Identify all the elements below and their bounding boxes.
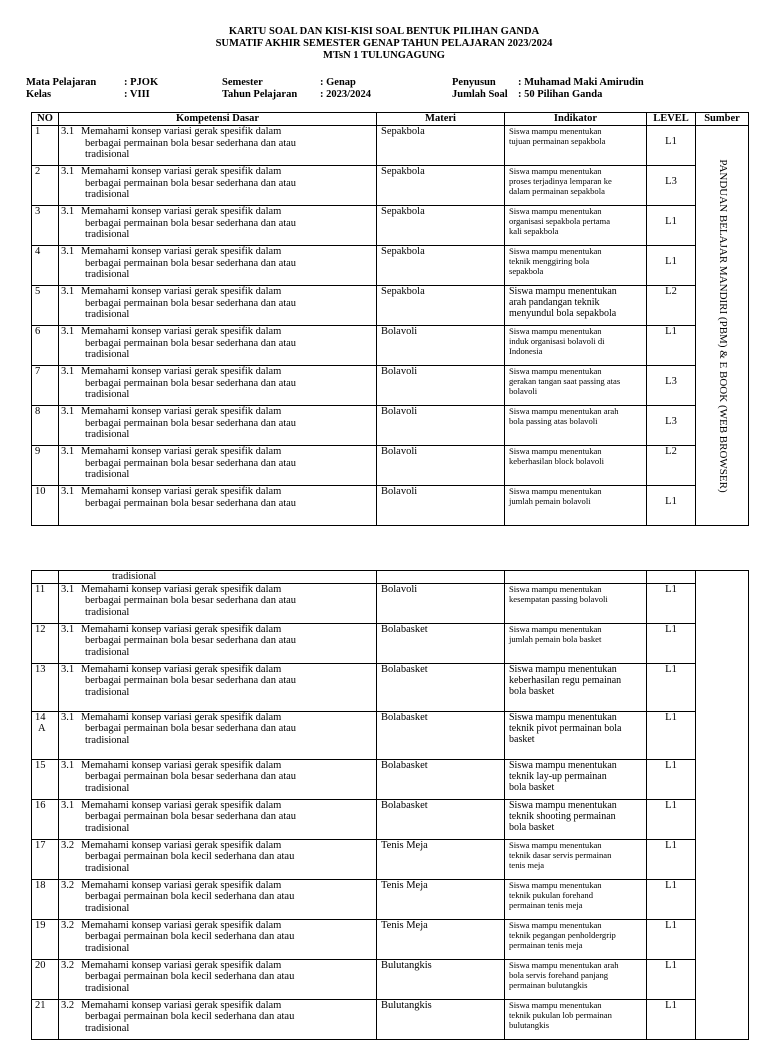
indikator-line: Siswa mampu menentukan: [509, 663, 617, 675]
indikator-line: organisasi sepakbola pertama: [509, 216, 611, 226]
level-value: L2: [665, 286, 677, 297]
indikator-cell: [505, 623, 647, 663]
indikator-line: Siswa mampu menentukan: [509, 583, 602, 594]
materi-cell: Bulutangkis: [377, 999, 505, 1039]
kd-text-line3: tradisional: [85, 606, 130, 618]
row-number: 14: [35, 711, 46, 723]
kd-text-line2: berbagai permainan bola besar sederhana dan atau: [85, 377, 297, 389]
kd-text-line2: berbagai permainan bola besar sederhana dan atau: [85, 771, 297, 782]
materi-cell: Sepakbola: [377, 206, 505, 246]
kd-text-line2: berbagai permainan bola besar sederhana dan atau: [85, 337, 297, 349]
header-indikator: Indikator: [505, 113, 647, 126]
kd-code: 3.1: [61, 286, 75, 297]
materi-cell: Tenis Meja: [377, 839, 505, 879]
indikator-cell: [505, 406, 647, 446]
indikator-line: Siswa mampu menentukan: [509, 919, 602, 930]
kd-code: 3.2: [61, 959, 75, 971]
indikator-line: kesempatan passing bolavoli: [509, 593, 608, 604]
table-row: [32, 166, 749, 206]
table-row: [32, 879, 749, 919]
indikator-line: Siswa mampu menentukan: [509, 799, 617, 811]
kompetensi-dasar-cell: [59, 406, 377, 446]
indikator-cell: [505, 246, 647, 286]
indikator-line: bola basket: [509, 821, 555, 833]
indikator-line: bolavoli: [509, 386, 538, 396]
row-number: 3: [35, 206, 41, 217]
kd-code: 3.1: [61, 326, 75, 337]
indikator-line: basket: [509, 733, 535, 745]
kd-text-line3: tradisional: [85, 469, 130, 480]
kd-text-line2: berbagai permainan bola besar sederhana dan atau: [85, 257, 297, 269]
kd-text-line2: berbagai permainan bola besar sederhana dan atau: [85, 811, 297, 822]
kompetensi-dasar-cell: [59, 326, 377, 366]
indikator-cell: [505, 879, 647, 919]
kd-text-line1: Memahami konsep variasi gerak spesifik dalam: [81, 799, 282, 811]
table-row: [32, 759, 749, 799]
table-row: [32, 446, 749, 486]
table-row-continuation: [32, 571, 749, 584]
materi-cell: Sepakbola: [377, 286, 505, 326]
kd-text-line2: berbagai permainan bola besar sederhana dan atau: [85, 417, 297, 429]
kd-text-line3: tradisional: [85, 229, 130, 240]
kompetensi-dasar-cell: [59, 799, 377, 839]
row-number: 1: [35, 126, 41, 137]
row-number-suffix: A: [38, 723, 46, 734]
kd-text-line1: Memahami konsep variasi gerak spesifik dalam: [81, 206, 282, 217]
indikator-line: dalam permainan sepakbola: [509, 186, 605, 196]
materi-cell: Bolavoli: [377, 486, 505, 526]
kd-text-line3: tradisional: [85, 349, 130, 360]
table-row: [32, 839, 749, 879]
kompetensi-dasar-cell: [59, 446, 377, 486]
kd-text-line1: Memahami konsep variasi gerak spesifik dalam: [81, 999, 282, 1011]
kd-text-line1: Memahami konsep variasi gerak spesifik dalam: [81, 919, 282, 931]
jumlah-label: Jumlah Soal: [452, 89, 508, 100]
kd-text-line3: tradisional: [85, 942, 130, 954]
kd-text-line3: tradisional: [85, 389, 130, 400]
indikator-line: keberhasilan regu pemainan: [509, 674, 622, 686]
kompetensi-dasar-cell: [59, 206, 377, 246]
row-number: 17: [35, 839, 46, 851]
kompetensi-dasar-cell: [59, 126, 377, 166]
kd-text-line2: berbagai permainan bola besar sederhana dan atau: [85, 297, 297, 309]
table-row: [32, 919, 749, 959]
kd-text-line3: tradisional: [85, 429, 130, 440]
header-no: NO: [32, 113, 59, 126]
kd-text-line1: Memahami konsep variasi gerak spesifik dalam: [81, 126, 282, 137]
kd-text-line2: berbagai permainan bola besar sederhana dan atau: [85, 635, 297, 646]
materi-cell: Tenis Meja: [377, 879, 505, 919]
kd-continuation: tradisional: [112, 571, 157, 582]
kompetensi-dasar-cell: [59, 839, 377, 879]
kd-text-line2: berbagai permainan bola kecil sederhana dan atau: [85, 891, 295, 902]
kd-code: 3.2: [61, 839, 75, 851]
indikator-line: Siswa mampu menentukan: [509, 366, 602, 376]
kd-text-line1: Memahami konsep variasi gerak spesifik dalam: [81, 583, 282, 595]
tahun-label: Tahun Pelajaran: [222, 89, 298, 100]
kd-text-line3: tradisional: [85, 1022, 130, 1034]
kd-text-line1: Memahami konsep variasi gerak spesifik dalam: [81, 623, 282, 635]
kompetensi-dasar-cell: [59, 999, 377, 1039]
kompetensi-dasar-cell: [59, 583, 377, 623]
kd-text-line2: berbagai permainan bola besar sederhana dan atau: [85, 675, 297, 686]
kd-code: 3.1: [61, 486, 75, 497]
materi-cell: Sepakbola: [377, 126, 505, 166]
kd-text-line1: Memahami konsep variasi gerak spesifik dalam: [81, 366, 282, 377]
header-title: KARTU SOAL DAN KISI-KISI SOAL BENTUK PILIHAN GANDA: [228, 26, 540, 37]
indikator-cell: [505, 583, 647, 623]
row-number: 2: [35, 166, 41, 177]
indikator-line: jumlah pemain bola basket: [509, 633, 602, 644]
level-value: L1: [665, 216, 677, 227]
kd-text-line2: berbagai permainan bola besar sederhana dan atau: [85, 497, 297, 509]
kd-code: 3.1: [61, 623, 75, 635]
kompetensi-dasar-cell: [59, 663, 377, 711]
materi-cell: Bolabasket: [377, 623, 505, 663]
indikator-line: Siswa mampu menentukan: [509, 486, 602, 496]
kd-code: 3.1: [61, 246, 75, 257]
kompetensi-dasar-cell: [59, 879, 377, 919]
indikator-line: teknik pukulan forehand: [509, 889, 594, 900]
kd-code: 3.1: [61, 406, 75, 417]
kompetensi-dasar-cell: [59, 166, 377, 206]
kd-code: 3.2: [61, 919, 75, 931]
indikator-cell: [505, 799, 647, 839]
level-value: L1: [665, 326, 677, 337]
indikator-line: Siswa mampu menentukan: [509, 879, 602, 890]
indikator-cell: [505, 919, 647, 959]
materi-cell: Bolavoli: [377, 366, 505, 406]
kd-text-line1: Memahami konsep variasi gerak spesifik dalam: [81, 166, 282, 177]
kompetensi-dasar-cell: [59, 919, 377, 959]
indikator-line: kali sepakbola: [509, 226, 559, 236]
materi-cell: Sepakbola: [377, 166, 505, 206]
kompetensi-dasar-cell: [59, 959, 377, 999]
table-row: [32, 126, 749, 166]
kd-text-line3: tradisional: [85, 734, 130, 746]
indikator-line: teknik pukulan lob permainan: [509, 1009, 612, 1020]
level-value: L2: [665, 446, 677, 457]
table-row: [32, 486, 749, 526]
kompetensi-dasar-cell: [59, 286, 377, 326]
indikator-cell: [505, 286, 647, 326]
level-value: L1: [665, 711, 677, 723]
row-number: 6: [35, 326, 41, 337]
sumber-text: PANDUAN BELAJAR MANDIRI (PBM) & E BOOK (WEB BROWSER): [716, 158, 729, 493]
table-row: [32, 623, 749, 663]
penyusun-label: Penyusun: [452, 77, 496, 88]
document-meta: [26, 77, 746, 101]
sumber-cell-page-2: [696, 571, 749, 1040]
row-number: 4: [35, 246, 41, 257]
indikator-line: bola basket: [509, 781, 555, 793]
row-number: 19: [35, 919, 46, 931]
kompetensi-dasar-cell: [59, 759, 377, 799]
indikator-line: teknik shooting permainan: [509, 810, 616, 822]
indikator-line: Siswa mampu menentukan: [509, 206, 602, 216]
kd-text-line3: tradisional: [85, 862, 130, 874]
indikator-cell: [505, 663, 647, 711]
indikator-line: Siswa mampu menentukan: [509, 711, 617, 723]
level-value: L3: [665, 416, 677, 427]
indikator-cell: [505, 999, 647, 1039]
level-value: L3: [665, 376, 677, 387]
table-row: [32, 406, 749, 446]
indikator-line: tujuan permainan sepakbola: [509, 136, 606, 146]
table-row: [32, 583, 749, 623]
kd-text-line3: tradisional: [85, 189, 130, 200]
header-level: LEVEL: [647, 113, 696, 126]
indikator-line: bola passing atas bolavoli: [509, 416, 598, 426]
row-number: 18: [35, 879, 46, 891]
mapel-value: : PJOK: [124, 77, 159, 88]
indikator-cell: [505, 711, 647, 759]
level-value: L1: [665, 623, 677, 635]
mapel-label: Mata Pelajaran: [26, 77, 97, 88]
indikator-line: permainan tenis meja: [509, 899, 583, 910]
kd-text-line2: berbagai permainan bola besar sederhana dan atau: [85, 723, 297, 734]
kd-text-line3: tradisional: [85, 782, 130, 794]
indikator-cell: [505, 206, 647, 246]
kd-text-line1: Memahami konsep variasi gerak spesifik dalam: [81, 446, 282, 457]
row-number: 20: [35, 959, 46, 971]
kompetensi-dasar-cell: [59, 246, 377, 286]
indikator-line: bulutangkis: [509, 1019, 550, 1030]
kd-text-line2: berbagai permainan bola besar sederhana dan atau: [85, 595, 297, 606]
level-value: L3: [665, 176, 677, 187]
table-row: [32, 663, 749, 711]
indikator-line: proses terjadinya lemparan ke: [509, 176, 612, 186]
level-value: L1: [665, 583, 677, 595]
kd-code: 3.1: [61, 663, 75, 675]
kd-text-line3: tradisional: [85, 269, 130, 280]
indikator-cell: [505, 446, 647, 486]
jumlah-value: : 50 Pilihan Ganda: [518, 89, 603, 100]
row-number: 8: [35, 406, 41, 417]
row-number: 21: [35, 999, 46, 1011]
kd-text-line2: berbagai permainan bola kecil sederhana dan atau: [85, 971, 295, 982]
indikator-cell: [505, 166, 647, 206]
indikator-line: gerakan tangan saat passing atas: [509, 376, 621, 386]
kd-text-line1: Memahami konsep variasi gerak spesifik dalam: [81, 759, 282, 771]
kd-code: 3.1: [61, 126, 75, 137]
indikator-cell: [505, 486, 647, 526]
indikator-line: induk organisasi bolavoli di: [509, 336, 605, 346]
indikator-line: Siswa mampu menentukan: [509, 126, 602, 136]
indikator-line: Siswa mampu menentukan: [509, 166, 602, 176]
indikator-line: teknik menggiring bola: [509, 256, 590, 266]
indikator-line: Siswa mampu menentukan arah: [509, 959, 619, 970]
level-value: L1: [665, 959, 677, 971]
level-value: L1: [665, 919, 677, 931]
kd-text-line1: Memahami konsep variasi gerak spesifik dalam: [81, 486, 282, 497]
sumber-cell: [696, 126, 749, 526]
kd-code: 3.1: [61, 366, 75, 377]
level-value: L1: [665, 256, 677, 267]
indikator-line: menyundul bola sepakbola: [509, 308, 617, 319]
row-number: 12: [35, 623, 46, 635]
indikator-line: jumlah pemain bolavoli: [509, 496, 591, 506]
kd-text-line2: berbagai permainan bola besar sederhana dan atau: [85, 217, 297, 229]
materi-cell: Bolavoli: [377, 446, 505, 486]
level-value: L1: [665, 799, 677, 811]
kd-text-line3: tradisional: [85, 309, 130, 320]
kelas-value: : VIII: [124, 89, 150, 100]
row-number: 13: [35, 663, 46, 675]
level-value: L1: [665, 999, 677, 1011]
kd-text-line3: tradisional: [85, 822, 130, 834]
kd-code: 3.1: [61, 711, 75, 723]
kd-code: 3.2: [61, 999, 75, 1011]
row-number: 10: [35, 486, 46, 497]
materi-cell: Bolavoli: [377, 326, 505, 366]
header-sumber: Sumber: [696, 113, 749, 126]
row-number: 16: [35, 799, 46, 811]
kd-text-line1: Memahami konsep variasi gerak spesifik dalam: [81, 326, 282, 337]
kd-code: 3.1: [61, 206, 75, 217]
kelas-label: Kelas: [26, 89, 52, 100]
kd-text-line1: Memahami konsep variasi gerak spesifik dalam: [81, 286, 282, 297]
kd-text-line3: tradisional: [85, 902, 130, 914]
kd-code: 3.1: [61, 799, 75, 811]
kompetensi-dasar-cell: [59, 486, 377, 526]
indikator-line: Siswa mampu menentukan arah: [509, 406, 619, 416]
kd-code: 3.1: [61, 583, 75, 595]
penyusun-value: : Muhamad Maki Amirudin: [518, 77, 644, 88]
indikator-line: permainan bulutangkis: [509, 979, 588, 990]
table-row: [32, 799, 749, 839]
table-row: [32, 999, 749, 1039]
materi-cell: Tenis Meja: [377, 919, 505, 959]
row-number: 7: [35, 366, 41, 377]
kompetensi-dasar-cell: [59, 366, 377, 406]
indikator-line: bola basket: [509, 685, 555, 697]
indikator-line: keberhasilan block bolavoli: [509, 456, 604, 466]
tahun-value: : 2023/2024: [320, 89, 372, 100]
kd-text-line2: berbagai permainan bola besar sederhana dan atau: [85, 137, 297, 149]
header-school: MTsN 1 TULUNGAGUNG: [323, 50, 445, 61]
indikator-line: Siswa mampu menentukan: [509, 759, 617, 771]
indikator-line: Siswa mampu menentukan: [509, 286, 617, 297]
kisi-kisi-table-page-2: [31, 570, 749, 1040]
indikator-line: Siswa mampu menentukan: [509, 326, 602, 336]
kd-text-line1: Memahami konsep variasi gerak spesifik dalam: [81, 663, 282, 675]
kd-text-line3: tradisional: [85, 149, 130, 160]
kd-text-line3: tradisional: [85, 982, 130, 994]
indikator-cell: [505, 959, 647, 999]
kompetensi-dasar-cell: [59, 711, 377, 759]
indikator-line: Siswa mampu menentukan: [509, 246, 602, 256]
row-number: 11: [35, 583, 46, 595]
kd-text-line1: Memahami konsep variasi gerak spesifik dalam: [81, 839, 282, 851]
materi-cell: Bolavoli: [377, 406, 505, 446]
kd-text-line1: Memahami konsep variasi gerak spesifik dalam: [81, 406, 282, 417]
indikator-line: teknik pivot permainan bola: [509, 722, 622, 734]
indikator-line: teknik pegangan penholdergrip: [509, 929, 616, 940]
indikator-line: permainan tenis meja: [509, 939, 583, 950]
kisi-kisi-table-page-1: [31, 112, 749, 526]
table-row: [32, 286, 749, 326]
indikator-line: teknik lay-up permainan: [509, 770, 607, 782]
kd-text-line3: tradisional: [85, 686, 130, 698]
level-value: L1: [665, 496, 677, 507]
kd-text-line1: Memahami konsep variasi gerak spesifik dalam: [81, 246, 282, 257]
table-row: [32, 711, 749, 759]
document-header: [0, 26, 768, 62]
level-value: L1: [665, 879, 677, 891]
row-number: 9: [35, 446, 41, 457]
kd-code: 3.1: [61, 446, 75, 457]
indikator-cell: [505, 326, 647, 366]
indikator-line: Siswa mampu menentukan: [509, 839, 602, 850]
materi-cell: Bulutangkis: [377, 959, 505, 999]
kd-code: 3.1: [61, 166, 75, 177]
indikator-line: sepakbola: [509, 266, 544, 276]
materi-cell: Bolabasket: [377, 799, 505, 839]
kd-code: 3.2: [61, 879, 75, 891]
semester-label: Semester: [222, 77, 263, 88]
indikator-cell: [505, 759, 647, 799]
header-kompetensi-dasar: Kompetensi Dasar: [59, 113, 377, 126]
header-subtitle: SUMATIF AKHIR SEMESTER GENAP TAHUN PELAJARAN 2023/2024: [215, 38, 553, 49]
level-value: L1: [665, 839, 677, 851]
table-row: [32, 246, 749, 286]
kd-code: 3.1: [61, 759, 75, 771]
materi-cell: Sepakbola: [377, 246, 505, 286]
indikator-cell: [505, 839, 647, 879]
indikator-line: bola servis forehand panjang: [509, 969, 609, 980]
indikator-line: arah pandangan teknik: [509, 297, 600, 308]
indikator-line: Indonesia: [509, 346, 543, 356]
kd-text-line1: Memahami konsep variasi gerak spesifik dalam: [81, 711, 282, 723]
indikator-cell: [505, 366, 647, 406]
materi-cell: Bolavoli: [377, 583, 505, 623]
indikator-line: tenis meja: [509, 859, 545, 870]
row-number: 5: [35, 286, 41, 297]
header-materi: Materi: [377, 113, 505, 126]
level-value: L1: [665, 663, 677, 675]
kd-text-line2: berbagai permainan bola kecil sederhana dan atau: [85, 851, 295, 862]
kompetensi-dasar-cell: [59, 623, 377, 663]
row-number: 15: [35, 759, 46, 771]
table-row: [32, 326, 749, 366]
table-row: [32, 366, 749, 406]
table-row: [32, 206, 749, 246]
kd-text-line2: berbagai permainan bola besar sederhana dan atau: [85, 457, 297, 469]
indikator-line: Siswa mampu menentukan: [509, 999, 602, 1010]
semester-value: : Genap: [320, 77, 356, 88]
kd-text-line1: Memahami konsep variasi gerak spesifik dalam: [81, 879, 282, 891]
indikator-cell: [505, 126, 647, 166]
level-value: L1: [665, 759, 677, 771]
indikator-line: teknik dasar servis permainan: [509, 849, 612, 860]
kd-text-line3: tradisional: [85, 646, 130, 658]
table-row: [32, 959, 749, 999]
materi-cell: Bolabasket: [377, 759, 505, 799]
level-value: L1: [665, 136, 677, 147]
kd-text-line1: Memahami konsep variasi gerak spesifik dalam: [81, 959, 282, 971]
indikator-line: Siswa mampu menentukan: [509, 623, 602, 634]
indikator-line: Siswa mampu menentukan: [509, 446, 602, 456]
materi-cell: Bolabasket: [377, 663, 505, 711]
materi-cell: Bolabasket: [377, 711, 505, 759]
kd-text-line2: berbagai permainan bola besar sederhana dan atau: [85, 177, 297, 189]
kd-text-line2: berbagai permainan bola kecil sederhana dan atau: [85, 1011, 295, 1022]
kd-text-line2: berbagai permainan bola kecil sederhana dan atau: [85, 931, 295, 942]
